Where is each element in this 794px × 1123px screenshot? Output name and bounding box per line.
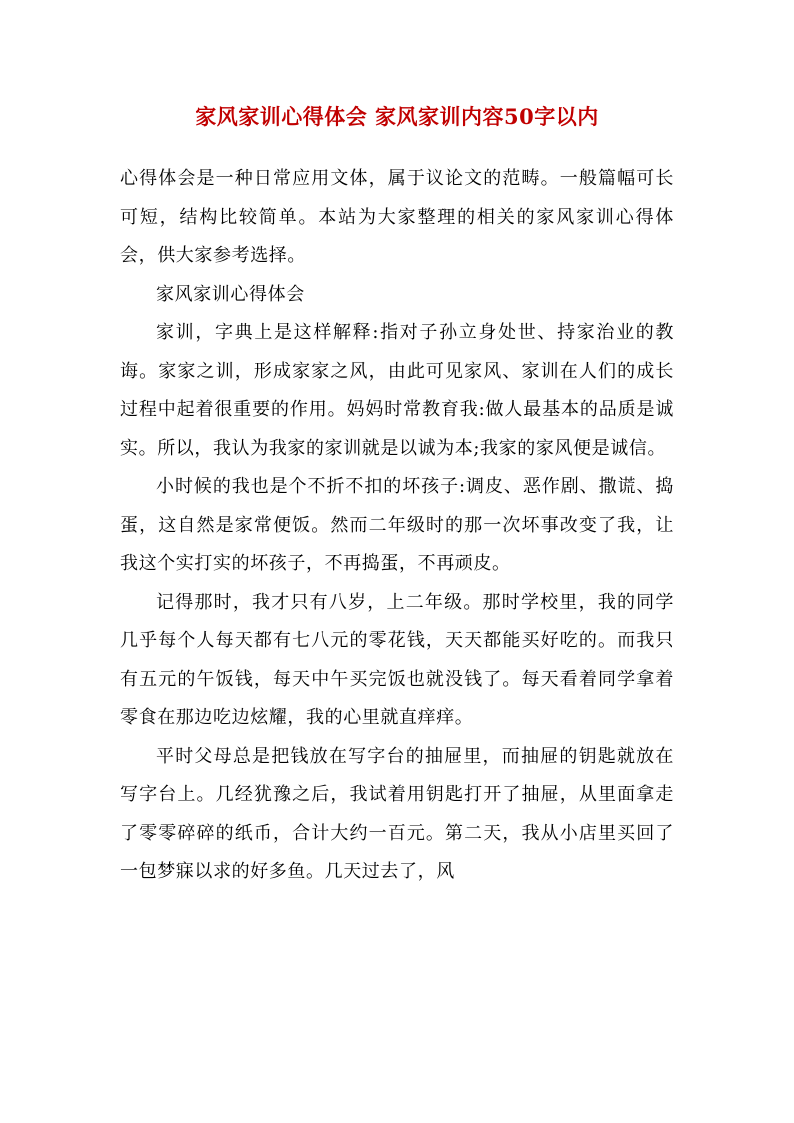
document-body — [120, 160, 674, 892]
body-paragraph: 记得那时，我才只有八岁，上二年级。那时学校里，我的同学几乎每个人每天都有七八元的零花钱，天天都能买好吃的。而我只有五元的午饭钱，每天中午买完饭也就没钱了。每天看着同学拿着零食在那边吃边炫耀，我的心里就直痒痒。 — [120, 591, 674, 728]
body-paragraph: 家训，字典上是这样解释:指对子孙立身处世、持家治业的教诲。家家之训，形成家家之风，由此可见家风、家训在人们的成长过程中起着很重要的作用。妈妈时常教育我:做人最基本的品质是诚实。所以，我认为我家的家训就是以诚为本;我家的家风便是诚信。 — [120, 322, 674, 459]
document-title: 家风家训心得体会 家风家训内容50字以内 — [195, 104, 599, 129]
section-heading: 家风家训心得体会 — [156, 283, 305, 305]
body-paragraph: 小时候的我也是个不折不扣的坏孩子:调皮、恶作剧、撒谎、捣蛋，这自然是家常便饭。然而二年级时的那一次坏事改变了我，让我这个实打实的坏孩子，不再捣蛋，不再顽皮。 — [120, 476, 674, 574]
body-paragraph: 平时父母总是把钱放在写字台的抽屉里，而抽屉的钥匙就放在写字台上。几经犹豫之后，我试着用钥匙打开了抽屉，从里面拿走了零零碎碎的纸币，合计大约一百元。第二天，我从小店里买回了一包梦寐以求的好多鱼。几天过去了，风 — [120, 745, 674, 882]
intro-paragraph: 心得体会是一种日常应用文体，属于议论文的范畴。一般篇幅可长可短，结构比较简单。本站为大家整理的相关的家风家训心得体会，供大家参考选择。 — [120, 168, 674, 266]
